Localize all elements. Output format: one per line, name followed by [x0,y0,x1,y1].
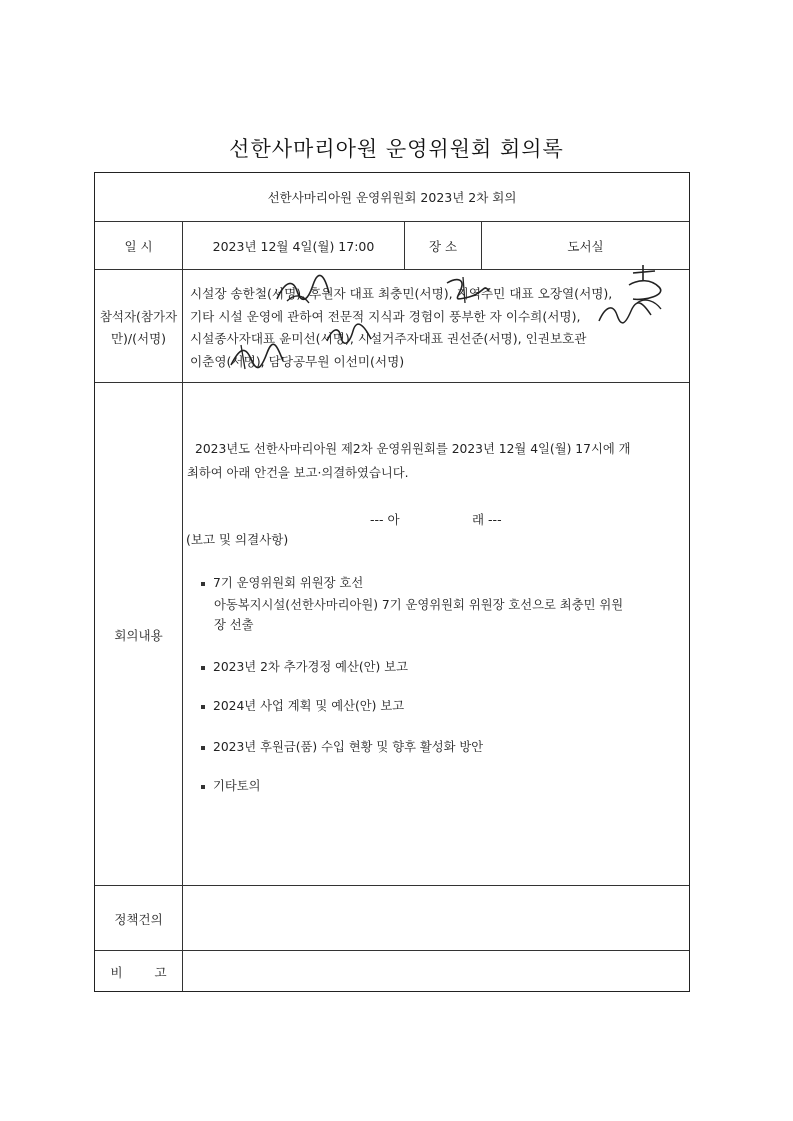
agenda-item [201,776,261,794]
agenda-item-detail: 장 선출 [214,618,254,632]
intro-line: 2023년도 선한사마리아원 제2차 운영위원회를 2023년 12월 4일(월) 17시에 개 [195,442,631,456]
remarks-label: 비 고 [110,965,167,980]
place-value: 도서실 [567,239,604,254]
bullet-icon [201,705,205,709]
minutes-table [94,172,690,992]
attendees-line: 시설장 송한철(서명), 후원자 대표 최충민(서명), 지역주민 대표 오장열(서명), [190,286,613,301]
agenda-item-detail: 아동복지시설(선한사마리아원) 7기 운영위원회 위원장 호선으로 최충민 위원 [214,598,624,612]
row-divider [95,885,689,886]
separator-left: --- 아 [370,512,400,527]
attendees-line: 이춘영(서명), 담당공무원 이선미(서명) [190,353,405,369]
agenda-item-title: 2024년 사업 계획 및 예산(안) 보고 [213,699,405,713]
date-label: 일 시 [124,239,153,254]
attendees-label-line: 만)/(서명) [110,331,167,346]
attendees-line: 기타 시설 운영에 관하여 전문적 지식과 경험이 풍부한 자 이수희(서명), [190,308,581,324]
date-value: 2023년 12월 4일(월) 17:00 [212,239,375,254]
content-intro-cont: 최하여 아래 안건을 보고·의결하였습니다. [187,466,409,480]
attendees-label [95,306,182,350]
bullet-icon [201,785,205,789]
row-divider [95,950,689,951]
signature-isuhui [595,297,655,329]
agenda-item [201,573,363,591]
row-divider [95,269,689,270]
agenda-item-title: 기타토의 [213,779,261,793]
policy-label: 정책건의 [114,912,163,927]
agenda-item [201,737,483,755]
content-label: 회의내용 [114,628,163,643]
label-column-divider [182,221,183,991]
attendees-label-line: 참석자(참가자 [99,309,178,324]
signature-ichunyeong [227,339,287,373]
content-intro [195,437,685,461]
agenda-item-title: 7기 운영위원회 위원장 호선 [213,576,364,590]
section-label: (보고 및 의결사항) [186,532,289,547]
signature-yunmiseon [323,321,375,349]
row-divider [95,382,689,383]
attendees-line: 시설종사자대표 윤미선(서명), 시설거주자대표 권선준(서명), 인권보호관 [190,331,587,346]
meeting-heading: 선한사마리아원 운영위원회 2023년 2차 회의 [267,190,517,205]
agenda-item [201,657,408,675]
agenda-item [201,696,404,714]
agenda-item-title: 2023년 2차 추가경정 예산(안) 보고 [213,660,409,674]
bullet-icon [201,666,205,670]
signature-choechungmin [443,273,493,307]
separator-right: 래 --- [472,512,502,527]
bullet-icon [201,746,205,750]
place-label: 장 소 [428,239,458,254]
signature-songhancheol [273,273,333,307]
row-divider [95,221,689,222]
agenda-item-title: 2023년 후원금(품) 수입 현황 및 향후 활성화 방안 [213,740,484,754]
bullet-icon [201,582,205,586]
document-title: 선한사마리아원 운영위원회 회의록 [229,137,564,161]
